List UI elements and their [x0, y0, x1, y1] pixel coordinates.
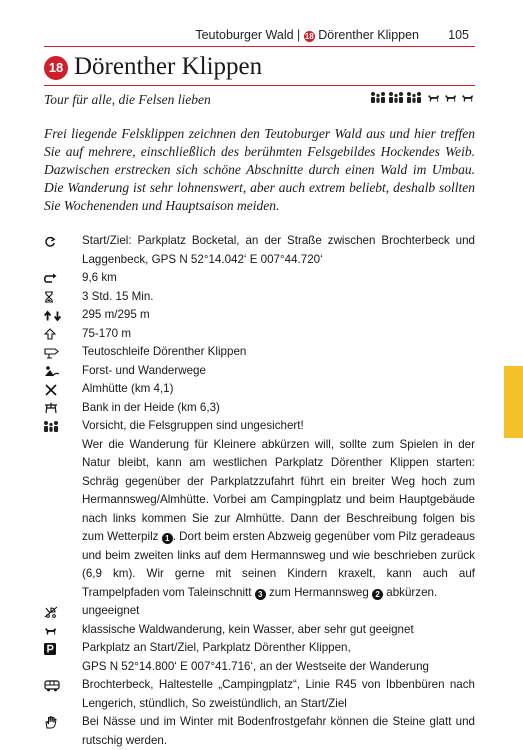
fact-parking-gps: GPS N 52°14.800‘ E 007°41.716‘, an der Westseite der Wanderung [82, 659, 429, 673]
fact-bus-text: Brochterbeck, Haltestelle „Campingplatz“, Linie R45 von Ibbenbüren nach Lengerich, stündlich, So zweistündlich, an Start/Ziel [82, 678, 475, 710]
fact-surface [44, 362, 475, 381]
fact-distance [44, 269, 475, 288]
fact-note-text: Bei Nässe und im Winter mit Bodenfrostgefahr können die Steine glatt und rutschig werden. [82, 715, 475, 747]
running-head [44, 28, 475, 44]
title-rule [44, 85, 475, 86]
hourglass-icon [44, 291, 62, 304]
parking-icon [44, 642, 62, 655]
family-icon [44, 420, 62, 433]
cutlery-icon [44, 383, 62, 396]
family-icon [407, 92, 421, 104]
fact-bench [44, 399, 475, 418]
hand-icon [44, 716, 62, 729]
chapter-tab [504, 366, 523, 438]
fact-start-text: Start/Ziel: Parkplatz Bocketal, an der Straße zwischen Brochterbeck und Laggenbeck, GPS N 52°14.042‘ E 007°44.720‘ [82, 234, 475, 266]
running-head-title: Teutoburger Wald | 18 Dörenther Klippen [195, 28, 419, 42]
fact-dogs [44, 621, 475, 640]
fact-refreshment [44, 380, 475, 399]
stroller-icon [44, 605, 62, 618]
fact-stroller-text: ungeeignet [82, 604, 140, 617]
fact-dogs-text: klassische Waldwanderung, kein Wasser, aber sehr gut geeignet [82, 622, 414, 636]
fact-altitude [44, 325, 475, 344]
fact-bench-text: Bank in der Heide (km 6,3) [82, 400, 220, 414]
fact-surface-text: Forst- und Wanderwege [82, 363, 206, 377]
tour-title: Dörenther Klippen [74, 53, 263, 80]
signpost-icon [44, 346, 62, 359]
audience-icons [371, 92, 474, 104]
tour-facts [44, 232, 475, 750]
fact-route [44, 343, 475, 362]
fact-bus [44, 676, 475, 713]
fact-parking [44, 639, 475, 676]
page-number: 105 [448, 28, 469, 42]
dog-icon [444, 92, 457, 103]
path-icon [44, 365, 62, 378]
fact-route-text: Teutoschleife Dörenther Klippen [82, 345, 247, 358]
family-icon [371, 92, 385, 104]
tour-number-badge: 18 [44, 56, 68, 80]
tour-subtitle: Tour für alle, die Felsen lieben [44, 92, 211, 107]
loop-arrow-icon [44, 235, 62, 248]
fact-ascent-text: 295 m/295 m [82, 308, 150, 321]
altitude-arrow-icon [44, 328, 62, 341]
fact-start [44, 232, 475, 269]
fact-duration-text: 3 Std. 15 Min. [82, 289, 154, 303]
bus-icon [44, 679, 62, 692]
distance-arrow-icon [44, 272, 62, 285]
bench-icon [44, 402, 62, 415]
dog-icon [461, 92, 474, 103]
fact-distance-text: 9,6 km [82, 271, 117, 284]
dog-icon [427, 92, 440, 103]
waypoint-marker-1: 1 [162, 533, 173, 544]
fact-duration [44, 288, 475, 307]
up-down-arrows-icon [44, 309, 62, 322]
waypoint-marker-3: 3 [255, 589, 266, 600]
waypoint-marker-2: 2 [372, 589, 383, 600]
fact-note [44, 713, 475, 750]
family-icon [389, 92, 403, 104]
intro-text: Frei liegende Felsklippen zeichnen den Teutoburger Wald aus und hier treffen Sie auf mehrere, einschließlich des berühmten Felsgebildes Hockendes Weib. Dazwischen erstrecken sich schöne Abschnitte durch einen Wald im Umbau. Die Wanderung ist sehr lohnenswert, aber auch extrem beliebt, deshalb sollten Sie Wochenenden und Hauptsaison meiden. [44, 126, 475, 213]
fact-families-text: Vorsicht, die Felsgruppen sind ungesichert! [82, 419, 304, 432]
fact-refreshment-text: Almhütte (km 4,1) [82, 382, 174, 395]
fact-families [44, 417, 475, 602]
fact-stroller [44, 602, 475, 621]
tour-badge-small: 18 [304, 32, 314, 41]
fact-families-tip: Wer die Wanderung für Kleinere abkürzen will, sollte zum Spielen in der Natur bleibt, kann am westlichen Parkplatz Dörenther Klippen starten: Schräg gegenüber der Parkplatzzufahrt führt ein breiter Weg hoch zum Hermannsweg/Almhütte. Vorbei am Campingplatz und beim Hauptgebäude nach links kommen Sie zur Almhütte. Dann der Beschreibung folgen bis zum Wetterpilz 1 . Dort beim ersten Abzweig gegenüber vom Pilz geradeaus und beim zweiten links auf dem Hermannsweg und wie beschrieben zurück (6,9 km). Wir gerne mit seinen Kindern kraxelt, kann auch auf Trampelpfaden vom Taleinschnitt 3 zum Hermannsweg 2 abkürzen. [82, 437, 475, 599]
header-rule [44, 46, 475, 47]
dog-icon [44, 624, 62, 637]
fact-altitude-text: 75-170 m [82, 326, 131, 340]
fact-ascent [44, 306, 475, 325]
fact-parking-text: Parkplatz an Start/Ziel, Parkplatz Dörenther Klippen, [82, 641, 351, 654]
